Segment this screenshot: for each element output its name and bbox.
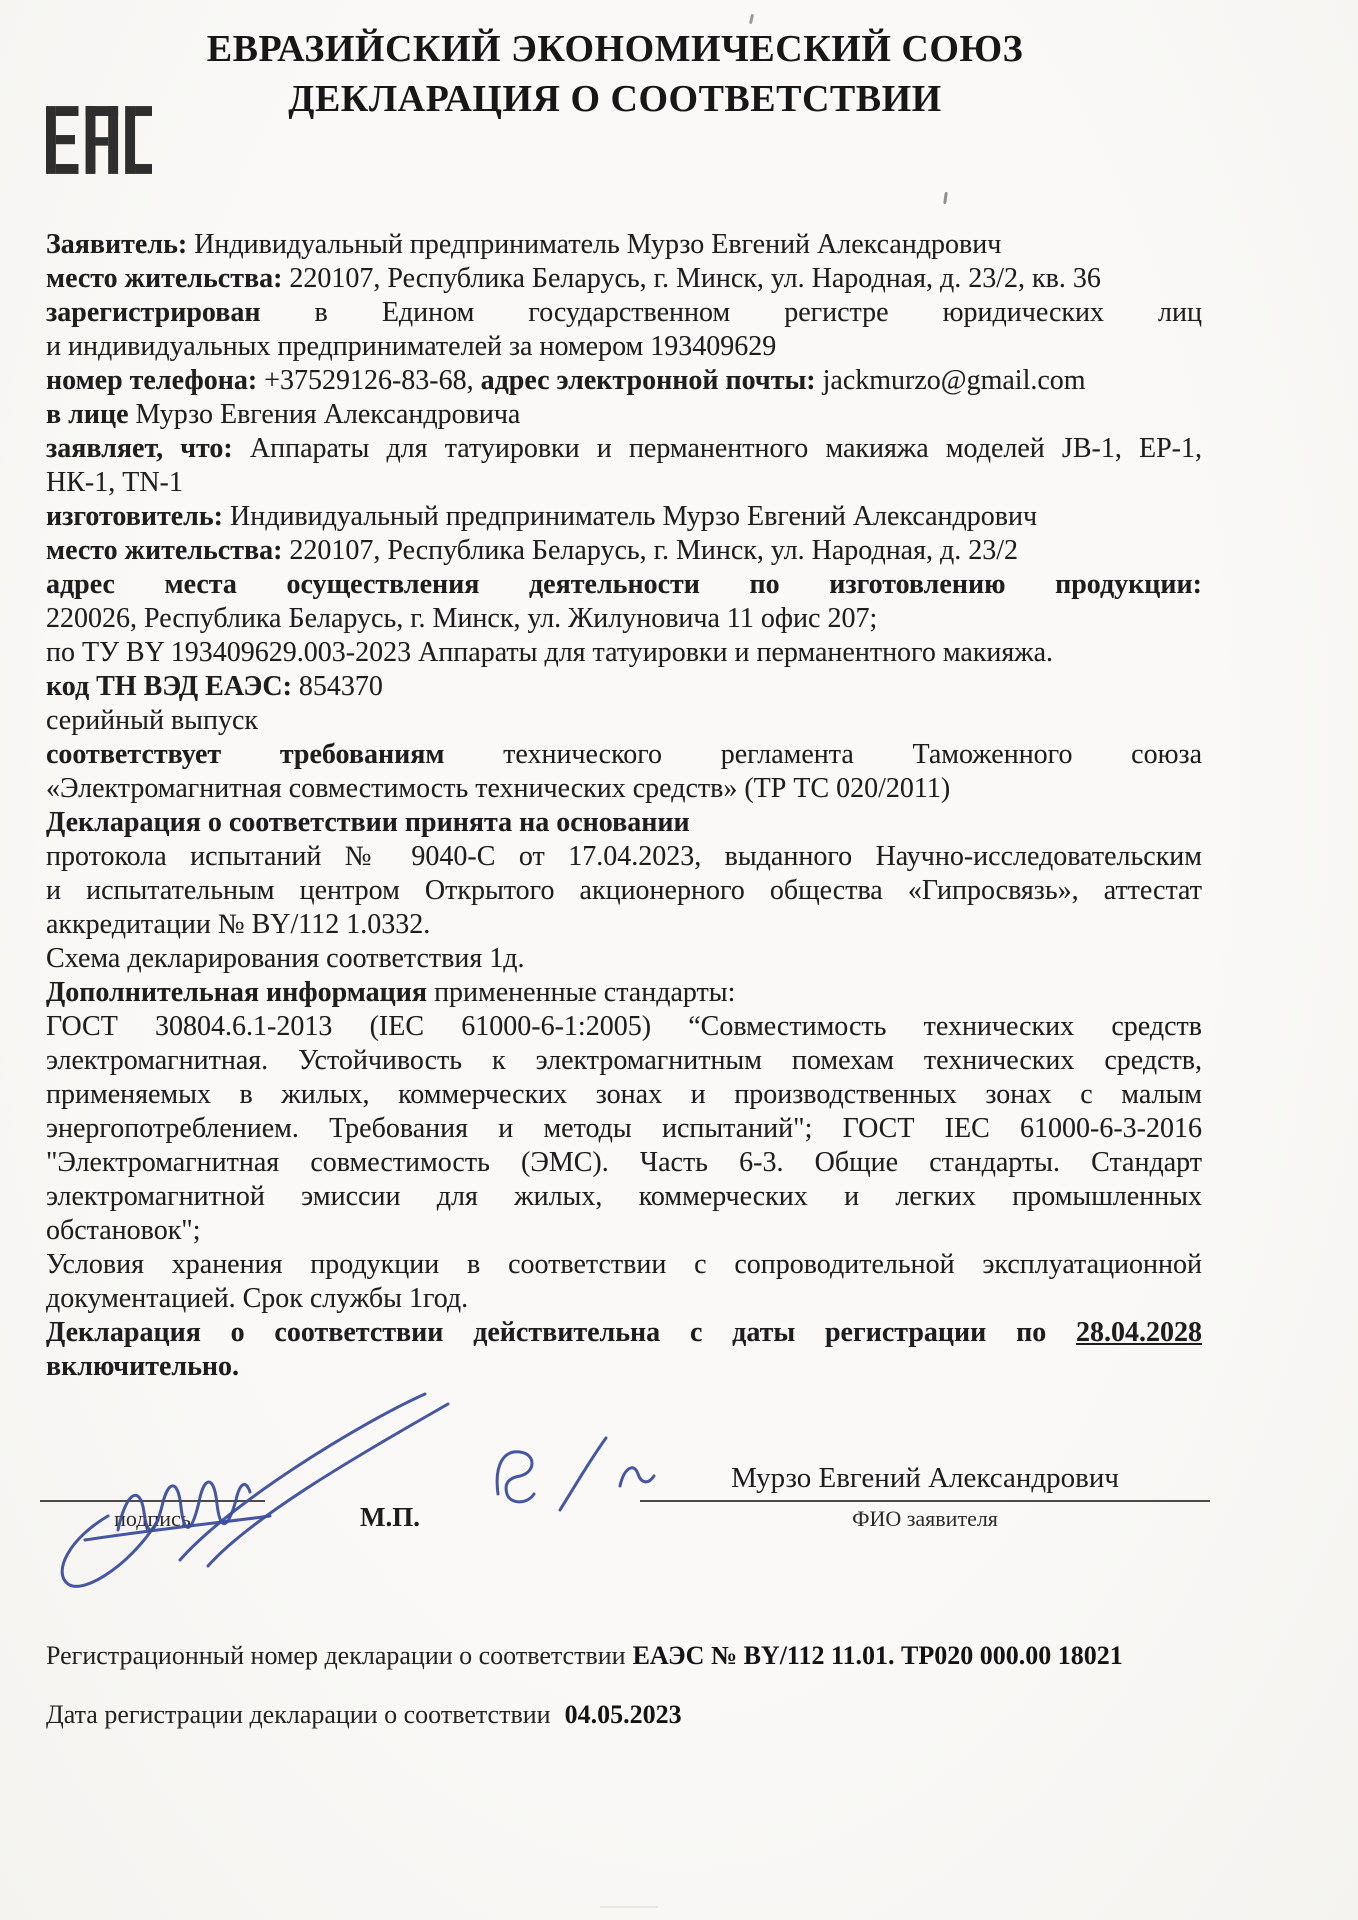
text-line: заявляет, что: Аппараты для татуировки и перманентного макияжа моделей JB-1, EP-1, [46,433,1202,464]
text-line: применяемых в жилых, коммерческих зонах и производственных зонах с малым [46,1079,1202,1110]
text-line: протокола испытаний № 9040-С от 17.04.2023, выданного Научно-исследовательским [46,841,1202,872]
text-line: "Электромагнитная совместимость (ЭМС). Часть 6-3. Общие стандарты. Стандарт [46,1147,1202,1178]
text-line: 220026, Республика Беларусь, г. Минск, ул. Жилуновича 11 офис 207; [46,603,878,634]
document-body [46,228,1202,1384]
text-line: в лице Мурзо Евгения Александровича [46,399,521,430]
declarant-name: Мурзо Евгений Александрович [731,1462,1119,1494]
scan-artifact [600,1906,658,1908]
text-line: серийный выпуск [46,705,258,736]
text-line: код ТН ВЭД ЕАЭС: 854370 [46,671,383,702]
declarant-name-caption: ФИО заявителя [852,1506,998,1531]
scan-artifact [943,192,948,204]
registration-number-label: Регистрационный номер декларации о соответствии [46,1641,626,1670]
registration-date-line [46,1700,1216,1730]
text-line: «Электромагнитная совместимость технических средств» (ТР ТС 020/2011) [46,773,951,804]
declarant-name-line [640,1500,1210,1502]
text-line: аккредитации № BY/112 1.0332. [46,909,431,940]
scan-artifact [749,14,754,24]
document-header [60,24,1170,124]
document-title: ДЕКЛАРАЦИЯ О СООТВЕТСТВИИ [288,78,942,120]
text-line: номер телефона: +37529126-83-68, адрес электронной почты: jackmurzo@gmail.com [46,365,1086,396]
text-line: и индивидуальных предпринимателей за номером 193409629 [46,331,777,362]
text-line: Заявитель: Индивидуальный предприниматель Мурзо Евгений Александрович [46,229,1002,260]
handwritten-signature-ink [30,1388,670,1608]
text-line: и испытательным центром Открытого акционерного общества «Гипросвязь», аттестат [46,875,1202,906]
registration-date-value: 04.05.2023 [564,1700,682,1729]
text-line: электромагнитной эмиссии для жилых, коммерческих и легких промышленных [46,1181,1202,1212]
text-line: документацией. Срок службы 1год. [46,1283,469,1314]
text-line: изготовитель: Индивидуальный предприниматель Мурзо Евгений Александрович [46,501,1038,532]
text-line: электромагнитная. Устойчивость к электромагнитным помехам технических средств, [46,1045,1202,1076]
text-line: энергопотреблением. Требования и методы испытаний"; ГОСТ IEC 61000-6-3-2016 [46,1113,1202,1144]
text-line: место жительства: 220107, Республика Беларусь, г. Минск, ул. Народная, д. 23/2, кв. 36 [46,263,1101,294]
union-title: ЕВРАЗИЙСКИЙ ЭКОНОМИЧЕСКИЙ СОЮЗ [206,28,1024,70]
registration-number-value: ЕАЭС № BY/112 11.01. ТР020 000.00 18021 [632,1641,1123,1670]
text-line: Дополнительная информация примененные стандарты: [46,977,736,1008]
text-line: место жительства: 220107, Республика Беларусь, г. Минск, ул. Народная, д. 23/2 [46,535,1019,566]
text-line: Схема декларирования соответствия 1д. [46,943,525,974]
text-line: по ТУ BY 193409629.003-2023 Аппараты для татуировки и перманентного макияжа. [46,637,1054,668]
text-line: НК-1, TN-1 [46,467,183,498]
text-line: ГОСТ 30804.6.1-2013 (IEC 61000-6-1:2005) “Совместимость технических средств [46,1011,1202,1042]
signature-caption: подпись [114,1506,191,1531]
text-line: включительно. [46,1351,240,1382]
text-line: Условия хранения продукции в соответствии с сопроводительной эксплуатационной [46,1249,1202,1280]
text-line: соответствует требованиям технического регламента Таможенного союза [46,739,1203,770]
text-line: адрес места осуществления деятельности по изготовлению продукции: [46,569,1202,600]
text-line: обстановок"; [46,1215,201,1246]
text-line: Декларация о соответствии принята на основании [46,807,690,838]
text-line: Декларация о соответствии действительна с даты регистрации по 28.04.2028 [46,1317,1202,1348]
registration-number-line [46,1641,1216,1671]
registration-date-label: Дата регистрации декларации о соответствии [46,1700,551,1729]
stamp-placeholder: М.П. [360,1502,420,1532]
text-line: зарегистрирован в Едином государственном регистре юридических лиц [46,297,1202,328]
